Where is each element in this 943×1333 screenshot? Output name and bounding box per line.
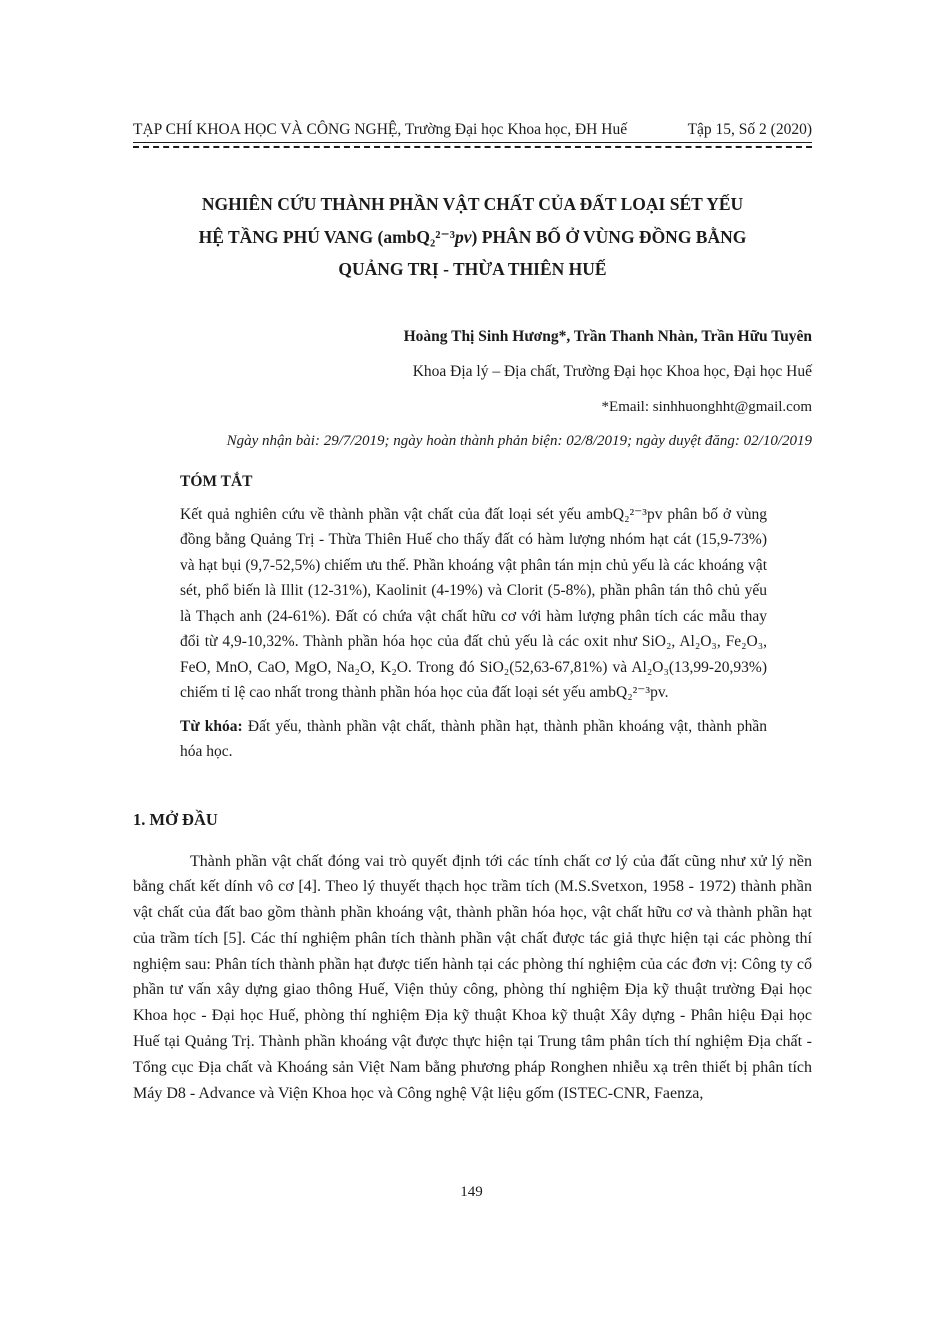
- keywords-text: Đất yếu, thành phần vật chất, thành phần hạt, thành phần khoáng vật, thành phần hóa học.: [180, 717, 767, 760]
- abstract-section: [180, 471, 767, 765]
- section-1-paragraph: Thành phần vật chất đóng vai trò quyết định tới các tính chất cơ lý của đất cũng như xử lý nền bằng chất kết dính vô cơ [4]. Theo lý thuyết thạch học trầm tích (M.S.Svetxon, 1958 - 1972) thành phần vật chất của đất bao gồm thành phần khoáng vật, thành phần hóa học, vật chất hữu cơ và thành phần hạt của trầm tích [5]. Các thí nghiệm phân tích thành phần vật chất được tác giả thực hiện tại các phòng thí nghiệm sau: Phân tích thành phần hạt được tiến hành tại các phòng thí nghiệm của các đơn vị: Công ty cổ phần tư vấn xây dựng giao thông Huế, Viện thủy công, phòng thí nghiệm Địa kỹ thuật trường Đại học Khoa học - Đại học Huế, phòng thí nghiệm Địa kỹ thuật Khoa kỹ thuật Xây dựng - Phân hiệu Đại học Huế tại Quảng Trị. Thành phần khoáng vật được thực hiện tại Trung tâm phân tích thí nghiệm Địa chất - Tổng cục Địa chất và Khoáng sản Việt Nam bằng phương pháp Ronghen nhiễu xạ trên thiết bị phân tích Máy D8 - Advance và Viện Khoa học và Công nghệ Vật liệu gốm (ISTEC-CNR, Faenza,: [133, 852, 812, 1102]
- front-matter: [133, 326, 812, 452]
- affiliation: Khoa Địa lý – Địa chất, Trường Đại học Khoa học, Đại học Huế: [412, 362, 812, 380]
- article-title: [133, 188, 812, 286]
- keywords-label: Từ khóa:: [180, 717, 243, 735]
- issue-info: Tập 15, Số 2 (2020): [687, 121, 812, 138]
- abstract-body: Kết quả nghiên cứu về thành phần vật chất của đất loại sét yếu ambQ₂²⁻³pv phân bố ở vùng đồng bằng Quảng Trị - Thừa Thiên Huế cho thấy đất có hàm lượng nhóm hạt cát (15,9-73%) và hạt bụi (9,7-52,5%) chiếm ưu thế. Phần khoáng vật phân tán mịn chủ yếu là các khoáng vật sét, phổ biến là Illit (12-31%), Kaolinit (4-19%) và Clorit (5-8%), phần phân tán thô chủ yếu là Thạch anh (24-61%). Đất có chứa vật chất hữu cơ với hàm lượng phân tích các mẫu thay đổi từ 4,9-10,32%. Thành phần hóa học của đất chủ yếu là các oxit như SiO₂, Al₂O₃, Fe₂O₃, FeO, MnO, CaO, MgO, Na₂O, K₂O. Trong đó SiO₂(52,63-67,81%) và Al₂O₃(13,99-20,93%) chiếm tỉ lệ cao nhất trong thành phần hóa học của đất loại sét yếu ambQ₂²⁻³pv.: [180, 505, 767, 701]
- title-line-3: QUẢNG TRỊ - THỪA THIÊN HUẾ: [338, 259, 607, 279]
- abstract-heading: TÓM TẮT: [180, 472, 253, 490]
- submission-dates: Ngày nhận bài: 29/7/2019; ngày hoàn thành phản biện: 02/8/2019; ngày duyệt đăng: 02/10/2019: [226, 432, 812, 449]
- title-line-2: [133, 221, 812, 254]
- journal-header: [133, 0, 812, 143]
- title-line-2-post: ) PHÂN BỐ Ở VÙNG ĐỒNG BẰNG: [471, 226, 747, 247]
- title-line-2-pre: HỆ TẦNG PHÚ VANG (ambQ₂²⁻³: [198, 226, 456, 247]
- section-1-heading: 1. MỞ ĐẦU: [133, 809, 218, 829]
- page-number: 149: [460, 1184, 483, 1200]
- journal-name: TẠP CHÍ KHOA HỌC VÀ CÔNG NGHỆ, Trường Đại học Khoa học, ĐH Huế: [133, 121, 628, 138]
- title-line-1: NGHIÊN CỨU THÀNH PHẦN VẬT CHẤT CỦA ĐẤT LOẠI SÉT YẾU: [201, 194, 744, 214]
- title-line-2-formula-italic: pv: [455, 226, 472, 247]
- keywords-line: [180, 714, 767, 765]
- email-line: *Email: sinhhuonghht@gmail.com: [601, 398, 812, 415]
- authors: Hoàng Thị Sinh Hương*, Trần Thanh Nhàn, Trần Hữu Tuyên: [403, 327, 812, 345]
- header-dashed-rule: [133, 146, 812, 148]
